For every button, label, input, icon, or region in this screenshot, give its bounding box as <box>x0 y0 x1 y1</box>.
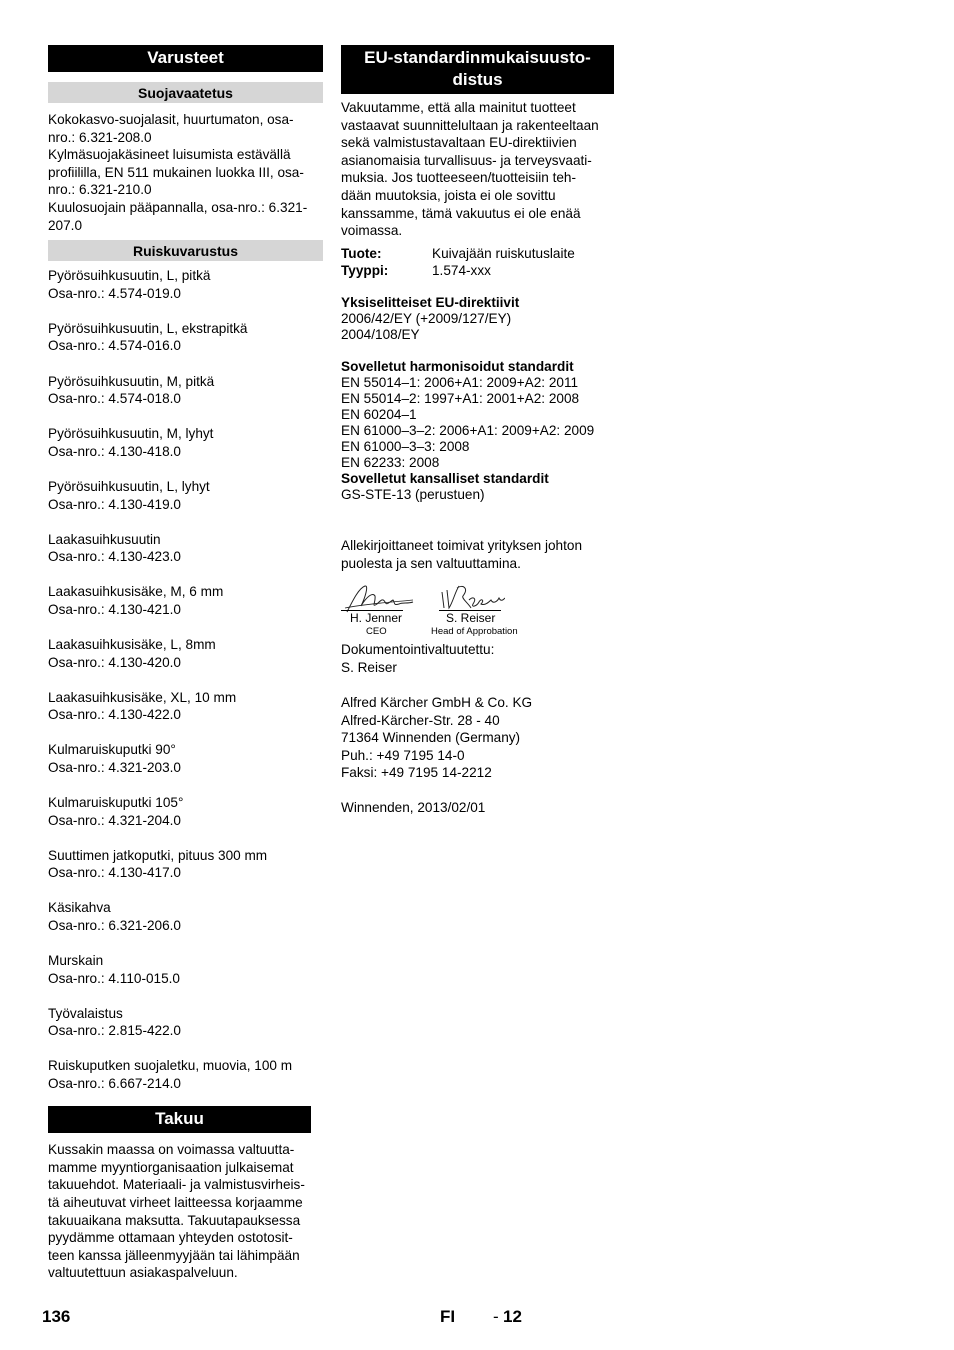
accessory-part-number: Osa-nro.: 4.574-019.0 <box>48 285 181 301</box>
accessory-item <box>48 847 323 882</box>
type-row <box>341 262 616 280</box>
company-address: Alfred Kärcher GmbH & Co. KG Alfred-Kärcher-Str. 28 - 40 71364 Winnenden (Germany) Puh.: +49 7195 14-0 Faksi: +49 7195 14-2212 <box>341 694 533 781</box>
accessory-item <box>48 794 323 829</box>
accessory-item <box>48 267 323 302</box>
signature-block <box>341 582 616 637</box>
signatory-1-name: H. Jenner <box>350 611 403 626</box>
suojavaatetus-text: Kokokasvo-suojalasit, huurtumaton, osa- nro.: 6.321-208.0 Kylmäsuojakäsineet luisumista estävällä profiililla, EN 511 mukainen luokka III, osa- nro.: 6.321-210.0 Kuulosuojain pääpannalla, osa-nro.: 6.321- 207.0 <box>48 112 308 233</box>
takuu-text: Kussakin maassa on voimassa valtuutta- mamme myyntiorganisaation julkaisemat takuuehdot. Materiaali- ja valmistusvirheis- tä aiheutuvat virheet laitteessa korjaamme takuuaikana maksutta. Takuutapauksessa pyydämme ottamaan yhteyden ostotosit- teen kanssa jälleenmyyjään tai lähimpään valtuutettuun asiakaspalveluun. <box>48 1142 305 1281</box>
accessory-item <box>48 899 323 934</box>
accessory-name: Laakasuihkusuutin <box>48 531 161 547</box>
accessory-item <box>48 531 323 566</box>
eu-heading-line-2: distus <box>452 70 503 89</box>
accessory-part-number: Osa-nro.: 4.574-018.0 <box>48 391 181 407</box>
type-label: Tyyppi: <box>341 263 389 279</box>
accessory-item <box>48 636 323 671</box>
accessory-item <box>48 478 323 513</box>
accessory-name: Pyörösuihkusuutin, M, pitkä <box>48 373 215 389</box>
accessory-part-number: Osa-nro.: 4.130-420.0 <box>48 654 181 670</box>
takuu-heading: Takuu <box>48 1106 311 1133</box>
accessory-part-number: Osa-nro.: 6.321-206.0 <box>48 918 181 933</box>
accessory-name: Kulmaruiskuputki 90° <box>48 742 176 758</box>
accessory-part-number: Osa-nro.: 4.321-203.0 <box>48 759 181 775</box>
accessory-name: Pyörösuihkusuutin, M, lyhyt <box>48 426 214 442</box>
accessory-name: Ruiskuputken suojaletku, muovia, 100 m <box>48 1058 293 1074</box>
sub-page-number: 12 <box>503 1307 522 1326</box>
accessory-item <box>48 1005 323 1040</box>
accessory-item <box>48 952 323 987</box>
accessory-name: Työvalaistus <box>48 1005 123 1021</box>
accessory-part-number: Osa-nro.: 4.130-419.0 <box>48 496 181 512</box>
accessory-item <box>48 320 323 355</box>
declaration-intro: Vakuutamme, että alla mainitut tuotteet vastaavat suunnittelultaan ja rakenteeltaan sekä valmistustavaltaan EU-direktiivien asianomaisia turvallisuus- ja terveysvaati- muksia. Jos tuotteeseen/tuotteisiin teh- dään muutoksia, joista ei ole sovittu kanssamme, tämä vakuutus ei ole enää voimassa. <box>341 100 599 239</box>
accessory-name: Suuttimen jatkoputki, pituus 300 mm <box>48 847 268 863</box>
signatory-1-role: CEO <box>366 626 387 638</box>
documentation-authorized: Dokumentointivaltuutettu: S. Reiser <box>341 642 495 675</box>
left-column <box>48 45 323 1282</box>
accessory-part-number: Osa-nro.: 2.815-422.0 <box>48 1023 181 1039</box>
signatory-2-name: S. Reiser <box>446 611 496 626</box>
accessory-part-number: Osa-nro.: 4.130-422.0 <box>48 707 181 723</box>
accessory-part-number: Osa-nro.: 4.130-418.0 <box>48 443 181 459</box>
accessory-item <box>48 1057 323 1092</box>
accessory-name: Kulmaruiskuputki 105° <box>48 795 184 811</box>
product-value: Kuivajään ruiskutuslaite <box>432 245 575 261</box>
accessory-list <box>48 267 323 1093</box>
accessory-part-number: Osa-nro.: 6.667-214.0 <box>48 1076 181 1092</box>
product-row <box>341 245 616 263</box>
accessory-part-number: Osa-nro.: 4.110-015.0 <box>48 970 180 986</box>
national-list: GS-STE-13 (perustuen) <box>341 486 485 502</box>
accessory-item <box>48 741 323 776</box>
page-number: 136 <box>42 1307 71 1326</box>
accessory-part-number: Osa-nro.: 4.130-423.0 <box>48 549 181 565</box>
harmonised-title: Sovelletut harmonisoidut standardit <box>341 358 574 374</box>
directives-list: 2006/42/EY (+2009/127/EY) 2004/108/EY <box>341 310 512 342</box>
footer-dash: - <box>493 1307 499 1326</box>
accessory-part-number: Osa-nro.: 4.130-417.0 <box>48 865 181 881</box>
accessory-item <box>48 583 323 618</box>
signatory-2-role: Head of Approbation <box>431 626 518 638</box>
suojavaatetus-heading: Suojavaatetus <box>48 82 323 103</box>
right-column <box>341 45 616 817</box>
accessory-name: Laakasuihkusisäke, XL, 10 mm <box>48 689 237 705</box>
accessory-part-number: Osa-nro.: 4.321-204.0 <box>48 812 181 828</box>
accessory-name: Pyörösuihkusuutin, L, pitkä <box>48 268 211 284</box>
ruiskuvarustus-heading: Ruiskuvarustus <box>48 240 323 261</box>
accessory-part-number: Osa-nro.: 4.574-016.0 <box>48 338 181 354</box>
product-label: Tuote: <box>341 245 382 261</box>
accessory-name: Murskain <box>48 953 104 969</box>
accessory-name: Pyörösuihkusuutin, L, ekstrapitkä <box>48 320 248 336</box>
varusteet-heading: Varusteet <box>48 45 323 72</box>
eu-declaration-heading <box>341 45 614 94</box>
signatories-text: Allekirjoittaneet toimivat yrityksen johton puolesta ja sen valtuuttamina. <box>341 537 583 571</box>
accessory-part-number: Osa-nro.: 4.130-421.0 <box>48 601 181 617</box>
accessory-name: Käsikahva <box>48 900 111 916</box>
accessory-name: Laakasuihkusisäke, L, 8mm <box>48 636 216 652</box>
national-title: Sovelletut kansalliset standardit <box>341 470 549 486</box>
type-value: 1.574-xxx <box>432 263 491 279</box>
accessory-item <box>48 373 323 408</box>
language-code: FI <box>440 1307 456 1326</box>
accessory-item <box>48 425 323 460</box>
accessory-name: Laakasuihkusisäke, M, 6 mm <box>48 584 224 600</box>
accessory-item <box>48 689 323 724</box>
place-date: Winnenden, 2013/02/01 <box>341 800 486 816</box>
directives-title: Yksiselitteiset EU-direktiivit <box>341 294 520 310</box>
accessory-name: Pyörösuihkusuutin, L, lyhyt <box>48 478 210 494</box>
harmonised-list: EN 55014–1: 2006+A1: 2009+A2: 2011 EN 55014–2: 1997+A1: 2001+A2: 2008 EN 60204–1 EN 61000–3–2: 2006+A1: 2009+A2: 2009 EN 61000–3–3: 2008 EN 62233: 2008 <box>341 374 595 470</box>
eu-heading-line-1: EU-standardinmukaisuusto- <box>364 48 591 67</box>
